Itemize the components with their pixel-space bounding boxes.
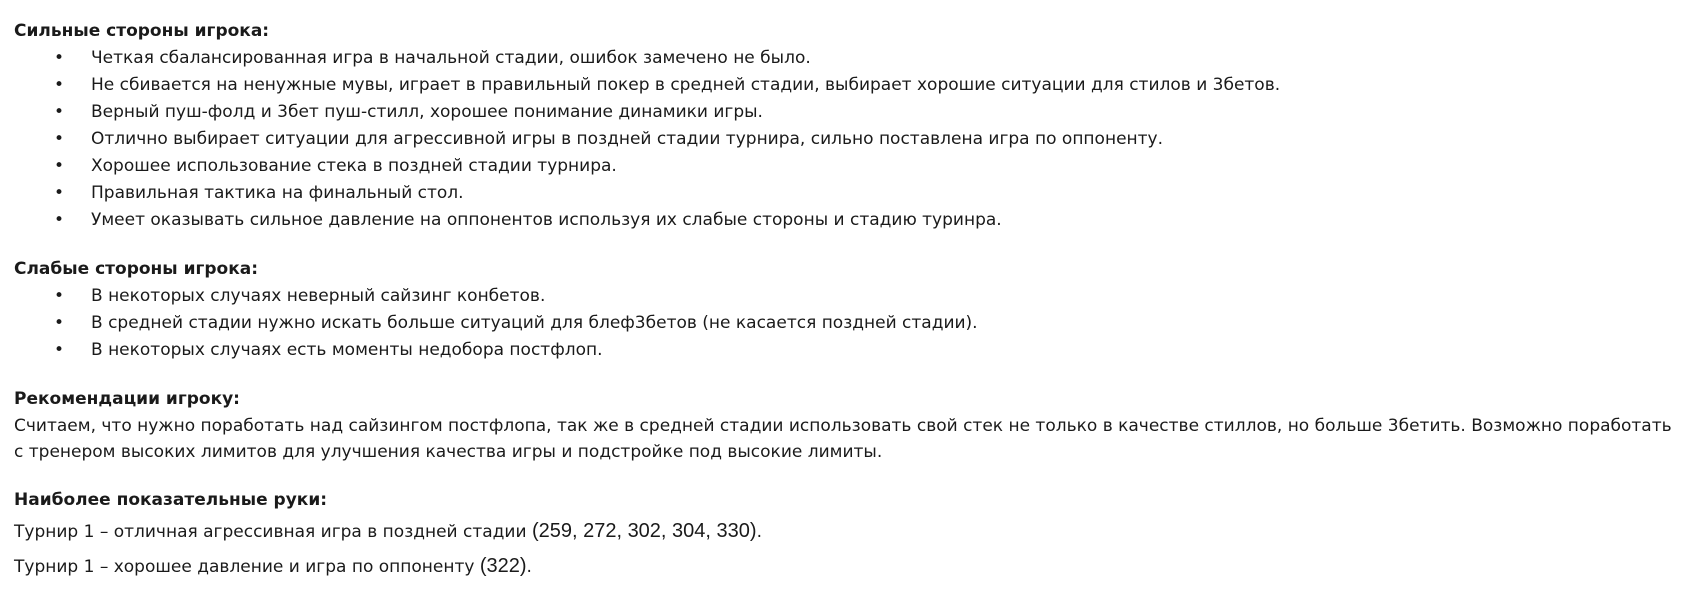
recommendations-section — [14, 386, 1676, 465]
list-item-text: Не сбивается на ненужные мувы, играет в правильный покер в средней стадии, выбирает хорошие ситуации для стилов и 3бетов. — [91, 75, 1281, 95]
list-item-text: В средней стадии нужно искать больше ситуаций для блеф3бетов (не касается поздней стадии). — [91, 313, 978, 333]
hands-section — [14, 487, 1676, 584]
bullet-icon: • — [54, 75, 65, 95]
bullet-icon: • — [54, 48, 65, 68]
list-item-text: В некоторых случаях есть моменты недобора постфлоп. — [91, 340, 603, 360]
bullet-icon: • — [54, 183, 65, 203]
strengths-list — [14, 45, 1676, 234]
hand-numbers: (259, 272, 302, 304, 330) — [531, 520, 757, 542]
list-item — [14, 153, 1676, 180]
bullet-icon: • — [54, 340, 65, 360]
list-item — [14, 207, 1676, 234]
list-item — [14, 180, 1676, 207]
weaknesses-list — [14, 283, 1676, 364]
bullet-icon: • — [54, 313, 65, 333]
bullet-icon: • — [54, 156, 65, 176]
recommendations-heading: Рекомендации игроку: — [14, 389, 240, 409]
list-item-text: Правильная тактика на финальный стол. — [91, 183, 464, 203]
list-item-text: Отлично выбирает ситуации для агрессивной игры в поздней стадии турнира, сильно поставлена игра по оппоненту. — [91, 129, 1164, 149]
hand-line-text: Турнир 1 – отличная агрессивная игра в поздней стадии — [14, 522, 532, 542]
list-item — [14, 337, 1676, 364]
list-item-text: Верный пуш-фолд и 3бет пуш-стилл, хорошее понимание динамики игры. — [91, 102, 763, 122]
hand-line — [14, 514, 1676, 549]
list-item-text: В некоторых случаях неверный сайзинг конбетов. — [91, 286, 546, 306]
recommendations-text: Считаем, что нужно поработать над сайзингом постфлопа, так же в средней стадии использовать свой стек не только в качестве стиллов, но больше 3бетить. Возможно поработать с тренером высоких лимитов для улучшения качества игры и подстройке под высокие лимиты. — [14, 416, 1672, 462]
list-item-text: Умеет оказывать сильное давление на оппонентов используя их слабые стороны и стадию туринра. — [91, 210, 1002, 230]
hand-numbers: (322) — [479, 555, 527, 577]
hand-line-text: Турнир 1 – хорошее давление и игра по оппоненту — [14, 557, 480, 577]
bullet-icon: • — [54, 286, 65, 306]
hand-line-tail: . — [526, 557, 532, 577]
list-item-text: Хорошее использование стека в поздней стадии турнира. — [91, 156, 617, 176]
list-item — [14, 283, 1676, 310]
bullet-icon: • — [54, 129, 65, 149]
list-item — [14, 99, 1676, 126]
list-item-text: Четкая сбалансированная игра в начальной стадии, ошибок замечено не было. — [91, 48, 811, 68]
hands-heading: Наиболее показательные руки: — [14, 490, 328, 510]
weaknesses-heading: Слабые стороны игрока: — [14, 259, 259, 279]
bullet-icon: • — [54, 210, 65, 230]
bullet-icon: • — [54, 102, 65, 122]
hand-line-tail: . — [756, 522, 762, 542]
list-item — [14, 72, 1676, 99]
list-item — [14, 310, 1676, 337]
strengths-heading: Сильные стороны игрока: — [14, 21, 270, 41]
list-item — [14, 126, 1676, 153]
hand-line — [14, 549, 1676, 584]
weaknesses-section — [14, 256, 1676, 364]
strengths-section — [14, 18, 1676, 234]
list-item — [14, 45, 1676, 72]
